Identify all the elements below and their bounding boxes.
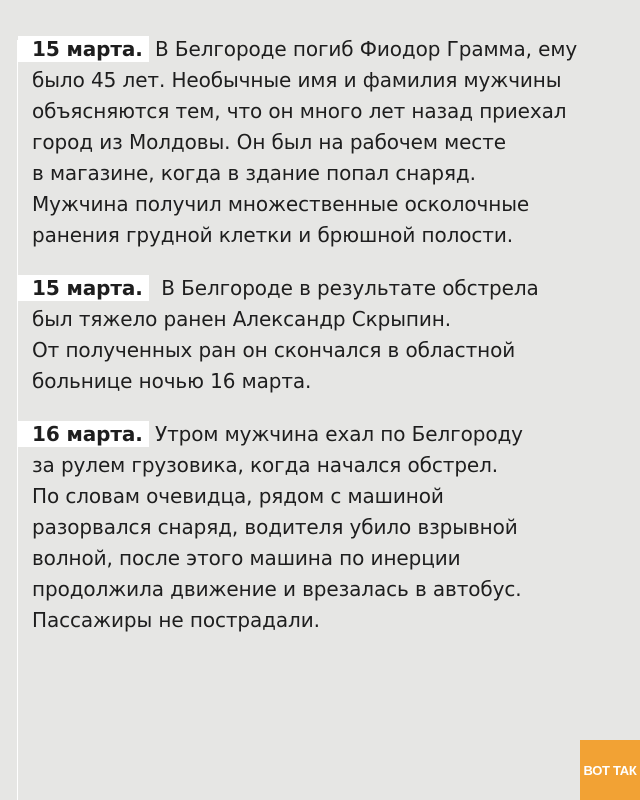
entry-first-line-text: В Белгороде погиб Фиодор Грамма, ему — [148, 37, 578, 61]
entry-line: больнице ночью 16 марта. — [32, 369, 312, 393]
entry-first-line — [32, 34, 612, 65]
entry-line: Мужчина получил множественные осколочные — [32, 192, 530, 216]
entry-line: за рулем грузовика, когда начался обстрел. — [32, 453, 499, 477]
entry-first-line — [32, 273, 612, 304]
news-entry-1 — [32, 34, 612, 251]
entry-line: ранения грудной клетки и брюшной полости. — [32, 223, 514, 247]
news-entry-2 — [32, 273, 612, 397]
entry-line: От полученных ран он скончался в областной — [32, 338, 516, 362]
article-text — [32, 34, 612, 658]
entry-line: разорвался снаряд, водителя убило взрывной — [32, 515, 518, 539]
brand-logo-text: ВОТ ТАК — [583, 762, 637, 778]
entry-line: было 45 лет. Необычные имя и фамилия мужчины — [32, 68, 562, 92]
brand-logo — [580, 740, 640, 800]
entry-date: 16 марта. — [18, 421, 149, 447]
entry-first-line — [32, 419, 612, 450]
left-divider-line — [17, 40, 18, 800]
entry-line: был тяжело ранен Александр Скрыпин. — [32, 307, 452, 331]
entry-date: 15 марта. — [18, 36, 149, 62]
entry-line: город из Молдовы. Он был на рабочем месте — [32, 130, 506, 154]
entry-line: объясняются тем, что он много лет назад приехал — [32, 99, 567, 123]
entry-line: По словам очевидца, рядом с машиной — [32, 484, 444, 508]
entry-first-line-text: В Белгороде в результате обстрела — [148, 276, 539, 300]
news-entry-3 — [32, 419, 612, 636]
entry-date: 15 марта. — [18, 275, 149, 301]
entry-first-line-text: Утром мужчина ехал по Белгороду — [148, 422, 523, 446]
entry-line: волной, после этого машина по инерции — [32, 546, 461, 570]
entry-line: Пассажиры не пострадали. — [32, 608, 320, 632]
entry-line: в магазине, когда в здание попал снаряд. — [32, 161, 476, 185]
entry-line: продолжила движение и врезалась в автобус. — [32, 577, 522, 601]
